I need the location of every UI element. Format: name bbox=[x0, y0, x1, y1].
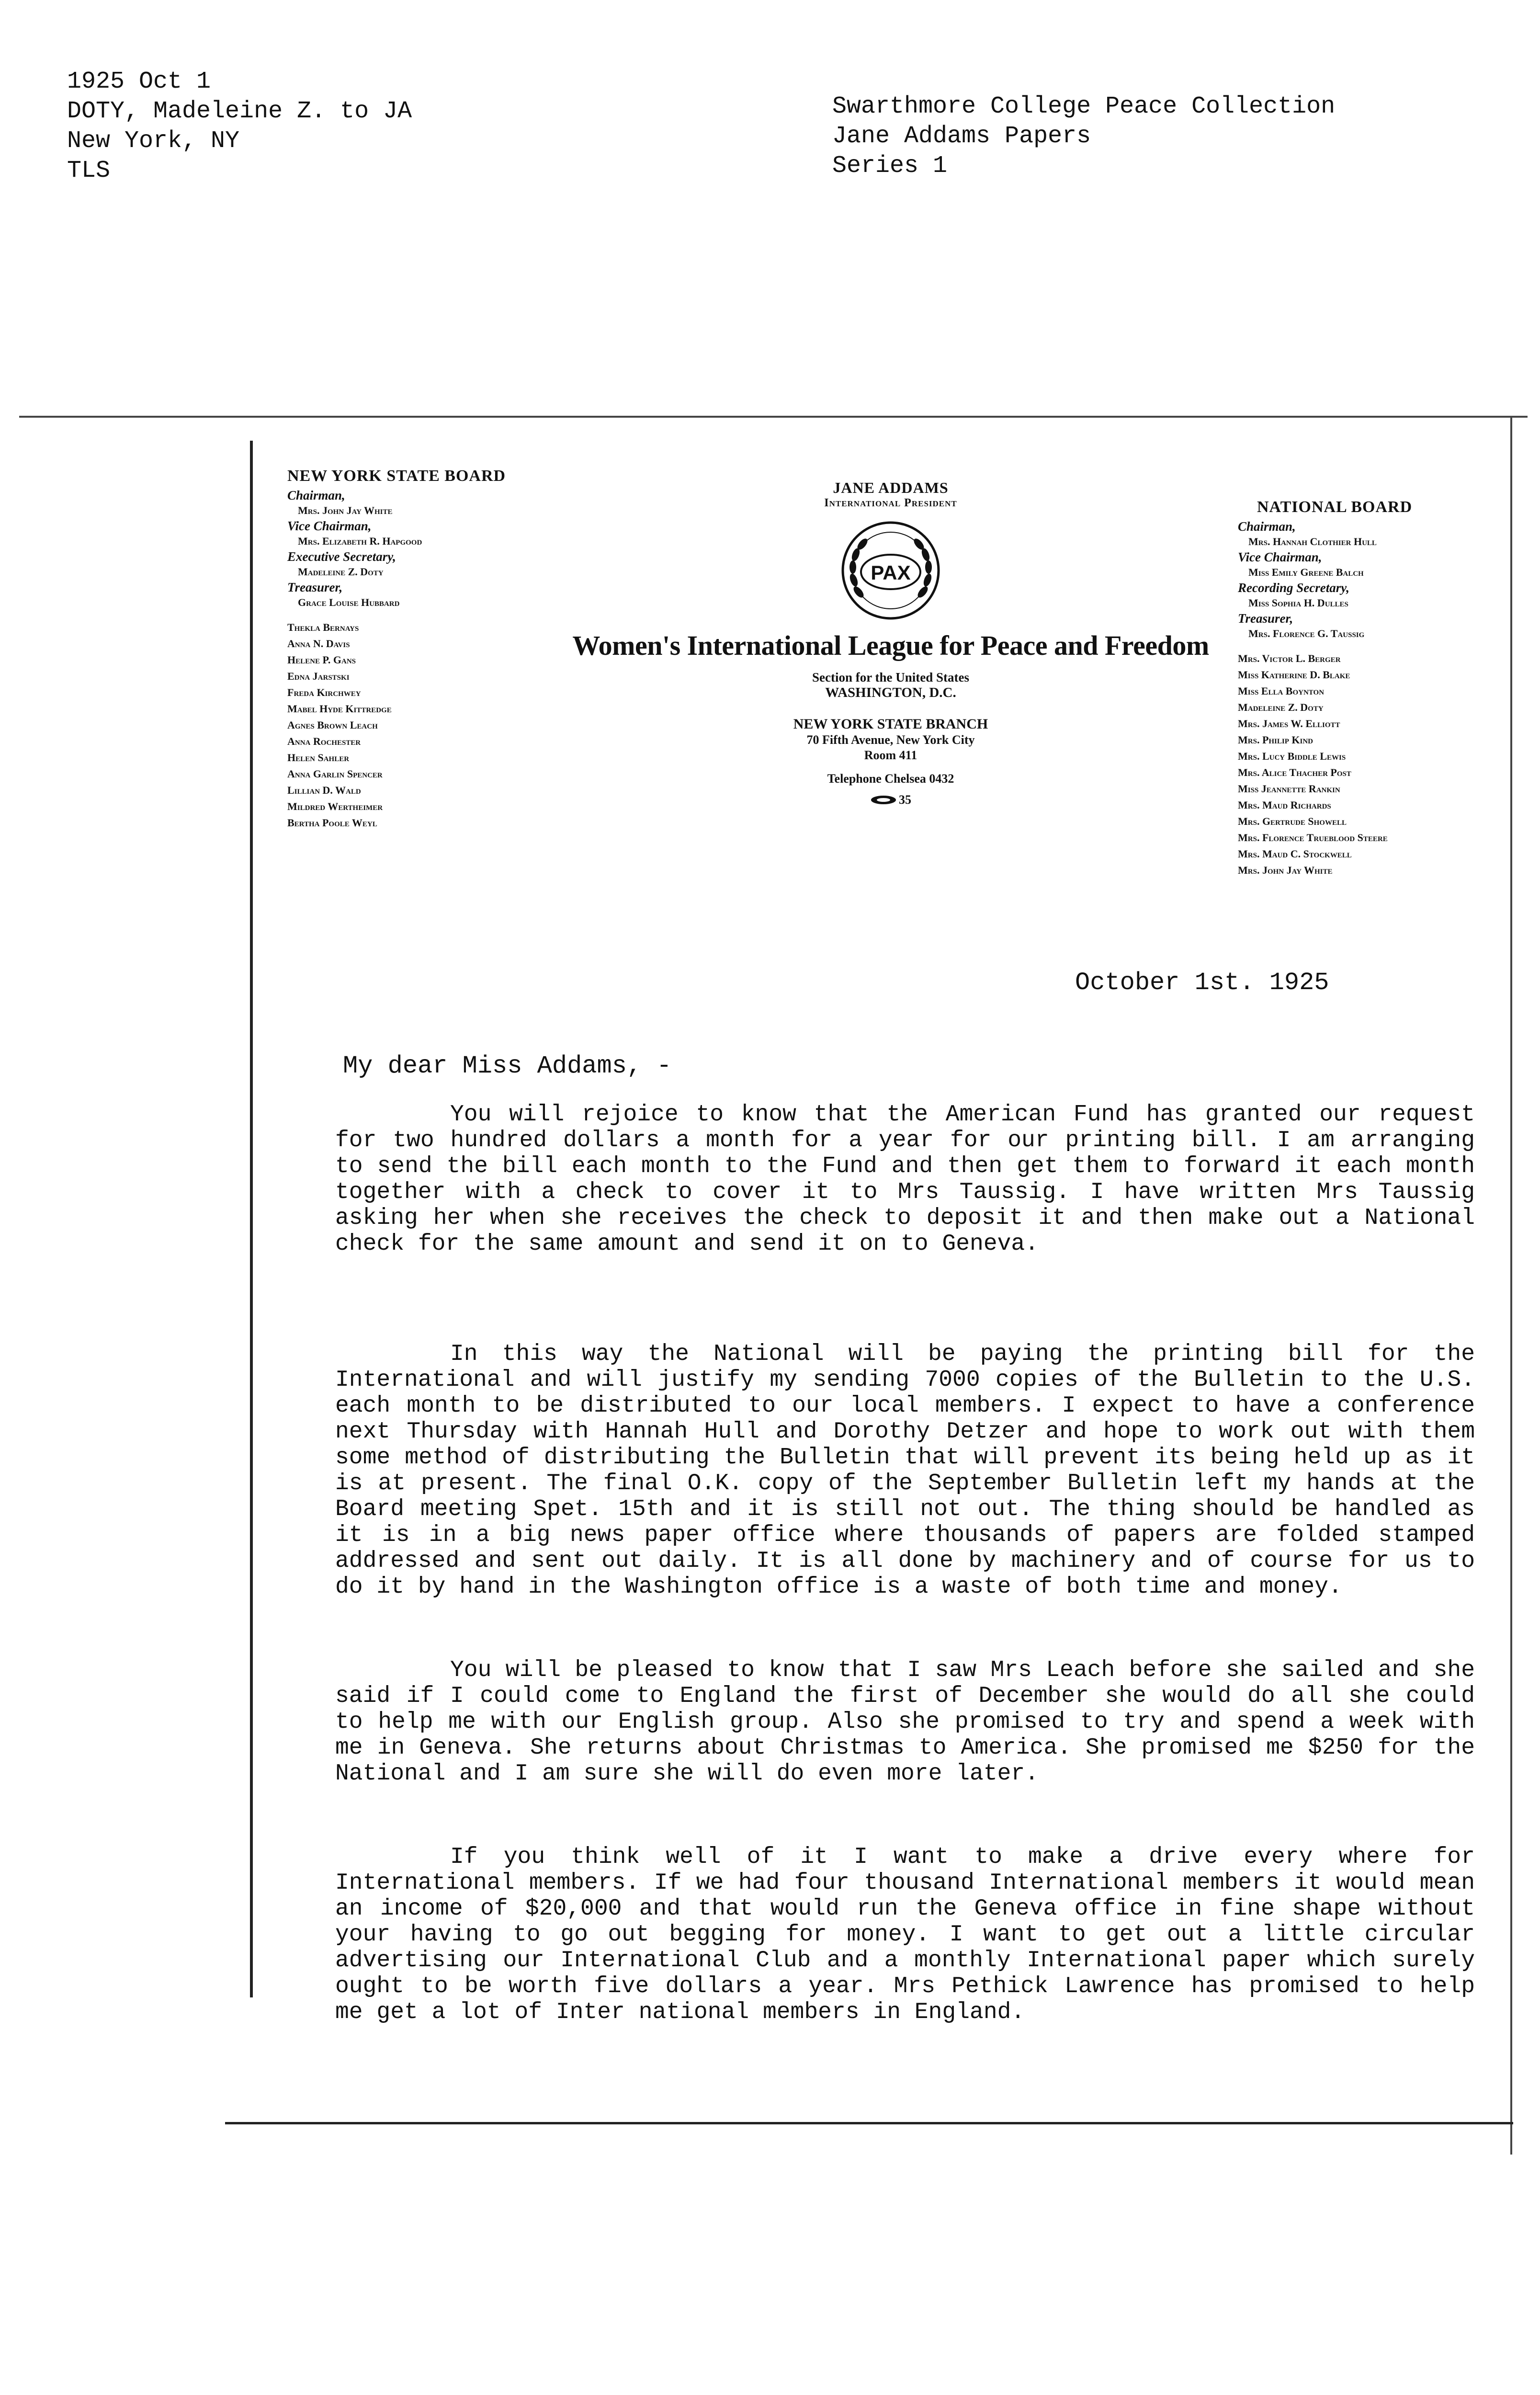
ny-member: Freda Kirchwey bbox=[287, 686, 361, 698]
nat-member: Miss Katherine D. Blake bbox=[1238, 669, 1350, 681]
nat-member: Madeleine Z. Doty bbox=[1238, 701, 1324, 713]
pax-emblem-text: PAX bbox=[871, 561, 911, 584]
ny-chairman: Mrs. John Jay White bbox=[298, 504, 393, 516]
organization-name: Women's International League for Peace and Freedom bbox=[572, 630, 1209, 661]
nat-member: Mrs. Victor L. Berger bbox=[1238, 652, 1341, 664]
ny-member: Mildred Wertheimer bbox=[287, 800, 383, 812]
national-board bbox=[1238, 498, 1412, 878]
nat-vice-role: Vice Chairman, bbox=[1238, 550, 1322, 564]
nat-recording-secretary: Miss Sophia H. Dulles bbox=[1248, 597, 1348, 609]
union-number: 35 bbox=[899, 793, 911, 807]
nat-member: Mrs. John Jay White bbox=[1238, 864, 1333, 876]
nat-member: Miss Ella Boynton bbox=[1238, 685, 1325, 697]
nat-member: Mrs. Florence Trueblood Steere bbox=[1238, 832, 1388, 844]
archive-collection bbox=[832, 92, 1335, 181]
ny-member: Lillian D. Wald bbox=[287, 784, 361, 796]
archive-correspondents: DOTY, Madeleine Z. to JA bbox=[67, 98, 412, 125]
letter-date: October 1st. 1925 bbox=[1075, 969, 1329, 997]
national-board-title: NATIONAL BOARD bbox=[1257, 498, 1413, 516]
collection-series: Series 1 bbox=[832, 152, 948, 180]
nat-vice-chairman: Miss Emily Greene Balch bbox=[1248, 566, 1364, 578]
nat-member: Mrs. Maud C. Stockwell bbox=[1238, 848, 1352, 860]
branch-telephone: Telephone Chelsea 0432 bbox=[827, 772, 954, 786]
section-name: Section for the United States bbox=[812, 670, 969, 684]
archive-citation bbox=[67, 67, 412, 186]
nat-rec-role: Recording Secretary, bbox=[1238, 581, 1349, 595]
ny-member: Helene P. Gans bbox=[287, 654, 356, 666]
ny-treasurer: Grace Louise Hubbard bbox=[298, 596, 400, 608]
ny-state-board bbox=[287, 467, 506, 831]
ny-member: Thekla Bernays bbox=[287, 621, 359, 633]
ny-member: Anna N. Davis bbox=[287, 638, 350, 650]
union-bug-icon bbox=[870, 795, 897, 805]
letterhead-center bbox=[560, 479, 1221, 808]
collection-papers: Jane Addams Papers bbox=[832, 123, 1091, 150]
president-role: International President bbox=[824, 497, 957, 509]
sheet-edge-left bbox=[250, 441, 253, 1997]
ny-member: Bertha Poole Weyl bbox=[287, 817, 377, 829]
ny-vice-role: Vice Chairman, bbox=[287, 519, 372, 533]
ny-exec-role: Executive Secretary, bbox=[287, 549, 396, 564]
ny-member: Mabel Hyde Kittredge bbox=[287, 703, 392, 715]
letter-paragraph: If you think well of it I want to make a drive every where for International members. If we had four thousand International members it would mean an income of $20,000 and that would run the Geneva office in fine shape without your having to go out begging for money. I want to get out a little circular advertising our International Club and a monthly International paper which surely ought to be worth five dollars a year. Mrs Pethick Lawrence has promised to help me get a lot of Inter national members in England. bbox=[335, 1844, 1475, 2025]
ny-treasurer-role: Treasurer, bbox=[287, 580, 343, 594]
collection-name: Swarthmore College Peace Collection bbox=[832, 93, 1336, 120]
ny-member: Anna Garlin Spencer bbox=[287, 768, 383, 780]
nat-member: Mrs. Alice Thacher Post bbox=[1238, 766, 1351, 778]
nat-member: Mrs. James W. Elliott bbox=[1238, 718, 1340, 730]
sheet-edge-top bbox=[19, 416, 1528, 418]
section-city: WASHINGTON, D.C. bbox=[825, 685, 956, 700]
ny-vice-chairman: Mrs. Elizabeth R. Hapgood bbox=[298, 535, 422, 547]
archive-place: New York, NY bbox=[67, 127, 240, 155]
pax-emblem-icon bbox=[840, 520, 941, 621]
ny-member: Helen Sahler bbox=[287, 752, 350, 764]
nat-chairman-role: Chairman, bbox=[1238, 519, 1296, 534]
nat-member: Mrs. Maud Richards bbox=[1238, 799, 1331, 811]
nat-chairman: Mrs. Hannah Clothier Hull bbox=[1248, 536, 1377, 547]
ny-board-title: NEW YORK STATE BOARD bbox=[287, 467, 506, 485]
letter-paragraph: You will be pleased to know that I saw Mrs Leach before she sailed and she said if I could come to England the first of December she would do all she could to help me with our English group. Also she promised to try and spend a week with me in Geneva. She returns about Christmas to America. She promised me $250 for the National and I am sure she will do even more later. bbox=[335, 1657, 1475, 1787]
nat-member: Mrs. Lucy Biddle Lewis bbox=[1238, 750, 1346, 762]
branch-room: Room 411 bbox=[864, 748, 917, 762]
nat-treasurer: Mrs. Florence G. Taussig bbox=[1248, 627, 1365, 639]
president-name: JANE ADDAMS bbox=[833, 479, 949, 496]
nat-member: Mrs. Philip Kind bbox=[1238, 734, 1314, 746]
nat-treasurer-role: Treasurer, bbox=[1238, 611, 1293, 626]
ny-member: Agnes Brown Leach bbox=[287, 719, 378, 731]
union-label bbox=[870, 793, 911, 807]
ny-chairman-role: Chairman, bbox=[287, 488, 345, 502]
ny-member: Edna Jarstski bbox=[287, 670, 350, 682]
nat-member: Mrs. Gertrude Showell bbox=[1238, 815, 1347, 827]
branch-name: NEW YORK STATE BRANCH bbox=[793, 716, 988, 732]
archive-type: TLS bbox=[67, 157, 111, 184]
branch-address: 70 Fifth Avenue, New York City bbox=[806, 733, 975, 747]
letter-paragraph: You will rejoice to know that the American Fund has granted our request for two hundred dollars a month for a year for our printing bill. I am arranging to send the bill each month to the Fund and then get them to forward it each month together with a check to cover it to Mrs Taussig. I have written Mrs Taussig asking her when she receives the check to deposit it and then make out a National check for the same amount and send it on to Geneva. bbox=[335, 1102, 1475, 1257]
nat-member: Miss Jeannette Rankin bbox=[1238, 783, 1340, 795]
sheet-edge-bottom bbox=[225, 2122, 1513, 2124]
letter-paragraph: In this way the National will be paying the printing bill for the International and will justify my sending 7000 copies of the Bulletin to the U.S. each month to be distributed to our local members. I expect to have a conference next Thursday with Hannah Hull and Dorothy Detzer and hope to work out with them some method of distributing the Bulletin that will prevent its being held up as it is at present. The final O.K. copy of the September Bulletin left my hands at the Board meeting Spet. 15th and it is still not out. The thing should be handled as it is in a big news paper office where thousands of papers are folded stamped addressed and sent out daily. It is all done by machinery and of course for us to do it by hand in the Washington office is a waste of both time and money. bbox=[335, 1341, 1475, 1600]
ny-member: Anna Rochester bbox=[287, 735, 361, 747]
archive-date: 1925 Oct 1 bbox=[67, 68, 211, 95]
letter-salutation: My dear Miss Addams, - bbox=[343, 1052, 672, 1080]
sheet-edge-right bbox=[1510, 416, 1512, 2155]
ny-exec-secretary: Madeleine Z. Doty bbox=[298, 566, 384, 578]
